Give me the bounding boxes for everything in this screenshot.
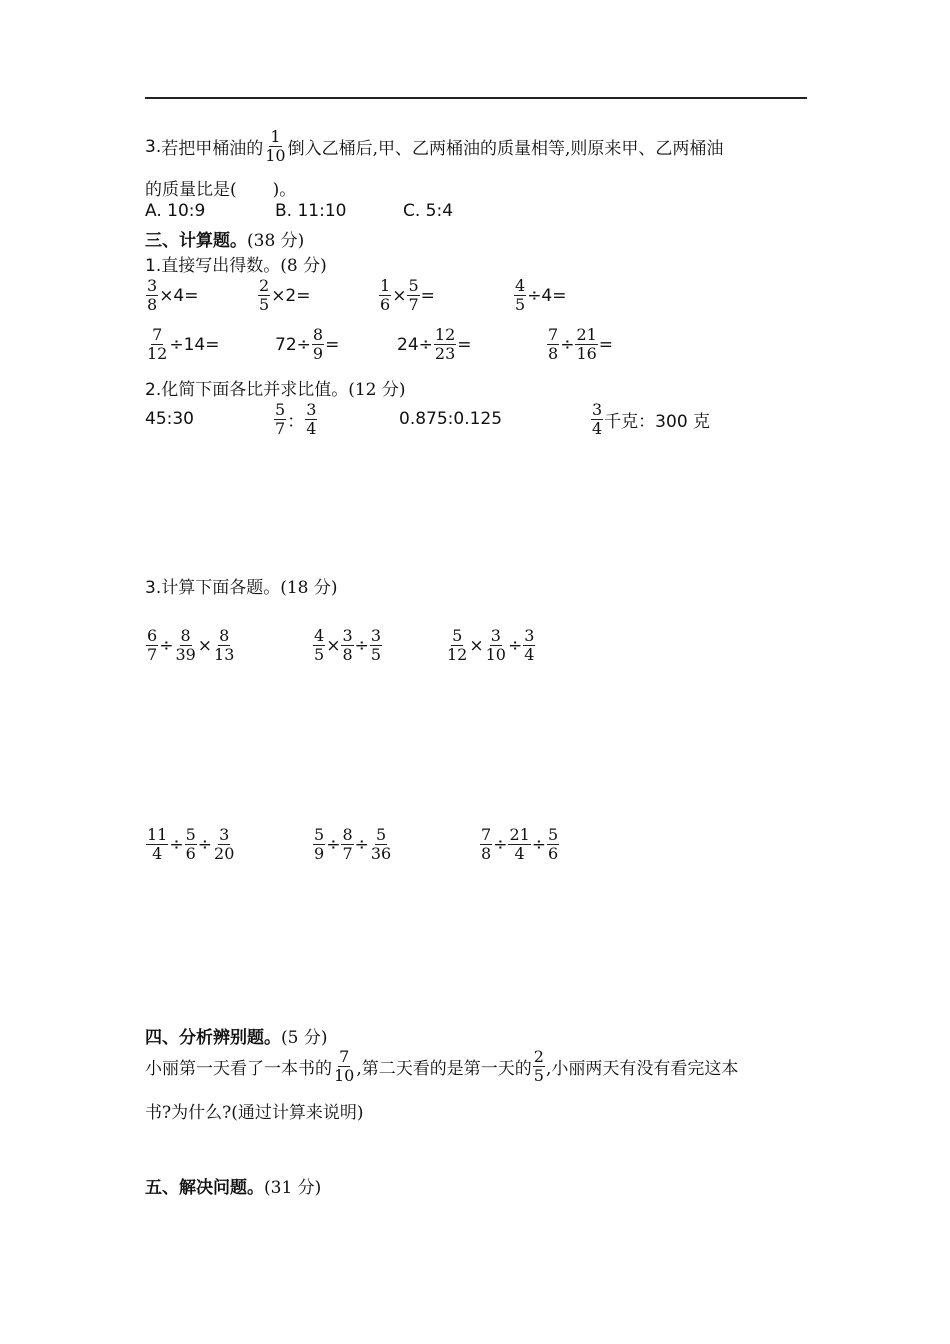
section-3-heading: 三、计算题。(38 分)	[145, 231, 305, 251]
calc-expression-3: $\frac{5}{12}$ × $\frac{3}{10}$ ÷ $\frac{3}{4}$	[447, 626, 535, 664]
oral-calc-5: $\frac{7}{12}$ ÷14=	[147, 325, 220, 363]
ratio-4: 3 4 千克：300 克	[592, 400, 711, 438]
oral-calc-7: 24÷ $\frac{12}{23}$ =	[397, 325, 472, 363]
oral-calc-6: 72÷ $\frac{8}{9}$ =	[275, 325, 340, 363]
oral-calc-8: $\frac{7}{8}$ ÷ $\frac{21}{16}$ =	[548, 325, 614, 363]
question-number: 3.	[145, 136, 162, 157]
fraction: 1 10	[265, 127, 286, 165]
calc-expression-6: $\frac{7}{8}$ ÷ $\frac{21}{4}$ ÷ $\frac{5}{6}$	[481, 825, 559, 863]
ratio-1: 45:30	[145, 409, 194, 429]
option-c: C. 5:4	[403, 201, 454, 221]
oral-calc-3: $\frac{1}{6}$ × $\frac{5}{7}$ =	[380, 276, 435, 314]
calc-expression-4: $\frac{11}{4}$ ÷ $\frac{5}{6}$ ÷ $\frac{3}{20}$	[147, 825, 235, 863]
section-4-problem-line2: 书?为什么?(通过计算来说明)	[145, 1103, 364, 1123]
choice-question-3-line2: 的质量比是( )。	[145, 180, 297, 200]
section-4-heading: 四、分析辨别题。(5 分)	[145, 1028, 328, 1048]
calc-expression-5: $\frac{5}{9}$ ÷ $\frac{8}{7}$ ÷ $\frac{5}{36}$	[314, 825, 392, 863]
calc-expression-2: $\frac{4}{5}$ × $\frac{3}{8}$ ÷ $\frac{3}{5}$	[314, 626, 382, 664]
section-4-problem: 小丽第一天看了一本书的 7 10 ,第二天看的是第一天的 2 5 ,小丽两天有没有看完这本	[145, 1047, 739, 1085]
question-text-start: 若把甲桶油的	[161, 139, 264, 159]
option-b: B. 11:10	[275, 201, 347, 221]
option-a: A. 10:9	[145, 201, 206, 221]
oral-calc-2: $\frac{2}{5}$ ×2=	[259, 276, 311, 314]
sub-question-3-title: 3.计算下面各题。(18 分)	[145, 578, 338, 598]
oral-calc-4: $\frac{4}{5}$ ÷4=	[515, 276, 567, 314]
question-text-end: 倒入乙桶后,甲、乙两桶油的质量相等,则原来甲、乙两桶油	[287, 139, 724, 159]
ratio-2: 5 7 ： 3 4	[275, 400, 317, 438]
section-5-heading: 五、解决问题。(31 分)	[145, 1178, 322, 1198]
ratio-3: 0.875:0.125	[399, 409, 503, 429]
top-rule	[145, 97, 807, 99]
choice-question-3	[145, 128, 723, 165]
oral-calc-1: $\frac{3}{8}$ ×4=	[147, 276, 199, 314]
calc-expression-1: $\frac{6}{7}$ ÷ $\frac{8}{39}$ × $\frac{8}{13}$	[147, 626, 235, 664]
sub-question-2-title: 2.化简下面各比并求比值。(12 分)	[145, 380, 406, 400]
sub-question-1-title: 1.直接写出得数。(8 分)	[145, 256, 327, 276]
